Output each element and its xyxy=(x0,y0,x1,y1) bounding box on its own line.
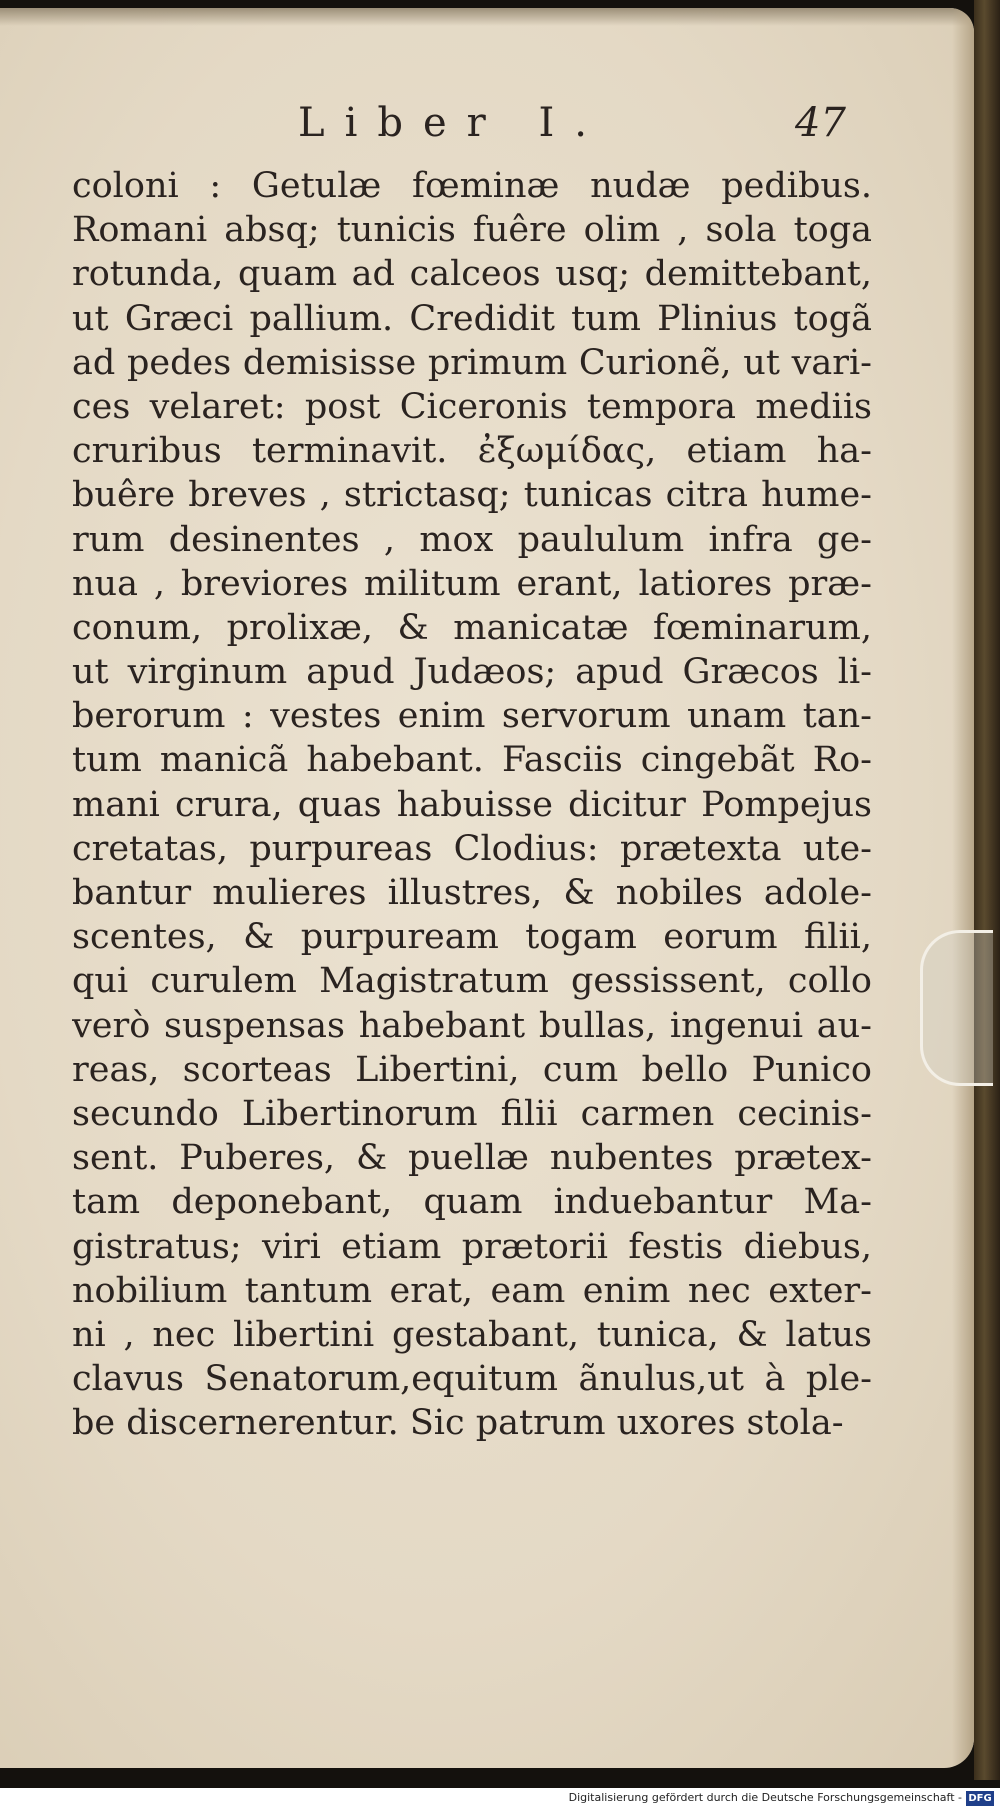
text-line: secundo Libertinorum filii carmen cecinis- xyxy=(72,1093,872,1134)
funding-credit: Digitalisierung gefördert durch die Deutsche Forschungsgemeinschaft - xyxy=(568,1791,962,1804)
text-line: mani crura, quas habuisse dicitur Pompejus xyxy=(72,784,872,825)
page-number: 47 xyxy=(795,100,846,146)
text-line: coloni : Getulæ fœminæ nudæ pedibus. xyxy=(72,166,872,206)
dfg-logo-icon: DFG xyxy=(966,1791,994,1806)
text-line: be discernerentur. Sic patrum uxores stola- xyxy=(72,1403,844,1444)
text-line: ni , nec libertini gestabant, tunica, & latus xyxy=(72,1314,872,1355)
text-line: ut Græci pallium. Credidit tum Plinius togã xyxy=(72,298,872,339)
text-line: sent. Puberes, & puellæ nubentes prætex- xyxy=(72,1138,872,1179)
running-head xyxy=(0,100,974,150)
text-line: tam deponebant, quam induebantur Ma- xyxy=(72,1182,872,1223)
text-line: ad pedes demisisse primum Curionẽ, ut vari- xyxy=(72,342,872,383)
text-line: nobilium tantum erat, eam enim nec exter- xyxy=(72,1270,872,1311)
book-cover-edge xyxy=(974,0,1000,1780)
text-line: verò suspensas habebant bullas, ingenui au- xyxy=(72,1005,872,1046)
digitization-footer xyxy=(0,1788,1000,1810)
text-line: tum manicã habebant. Fasciis cingebãt Ro- xyxy=(72,740,872,781)
text-line: rum desinentes , mox paululum infra ge- xyxy=(72,519,872,560)
page-top-shadow xyxy=(0,8,974,26)
text-line: rotunda, quam ad calceos usq; demittebant, xyxy=(72,254,872,295)
text-line: nua , breviores militum erant, latiores præ- xyxy=(72,563,872,604)
body-text-block xyxy=(72,164,872,1445)
clasp-mark xyxy=(920,930,993,1086)
text-line: qui curulem Magistratum gessissent, collo xyxy=(72,961,872,1002)
text-line: bantur mulieres illustres, & nobiles adole- xyxy=(72,873,872,913)
text-line: berorum : vestes enim servorum unam tan- xyxy=(72,696,872,737)
page-edge-shadow xyxy=(952,8,974,1768)
text-line: cruribus terminavit. ἐξωμίδας, etiam ha- xyxy=(72,431,872,472)
text-line: clavus Senatorum,equitum ãnulus,ut à ple- xyxy=(72,1359,872,1400)
text-line: buêre breves , strictasq; tunicas citra hume- xyxy=(72,475,872,516)
running-head-title: Liber I. xyxy=(298,100,607,146)
text-line: gistratus; viri etiam prætorii festis diebus, xyxy=(72,1226,872,1267)
text-line: Romani absq; tunicis fuêre olim , sola toga xyxy=(72,210,872,251)
book-page xyxy=(0,8,974,1768)
text-line: ut virginum apud Judæos; apud Græcos li- xyxy=(72,652,872,693)
text-line: ces velaret: post Ciceronis tempora mediis xyxy=(72,386,872,427)
text-line: conum, prolixæ, & manicatæ fœminarum, xyxy=(72,607,872,648)
text-line: cretatas, purpureas Clodius: prætexta ute- xyxy=(72,828,872,869)
text-line: reas, scorteas Libertini, cum bello Punico xyxy=(72,1049,872,1090)
text-line: scentes, & purpuream togam eorum filii, xyxy=(72,917,872,958)
